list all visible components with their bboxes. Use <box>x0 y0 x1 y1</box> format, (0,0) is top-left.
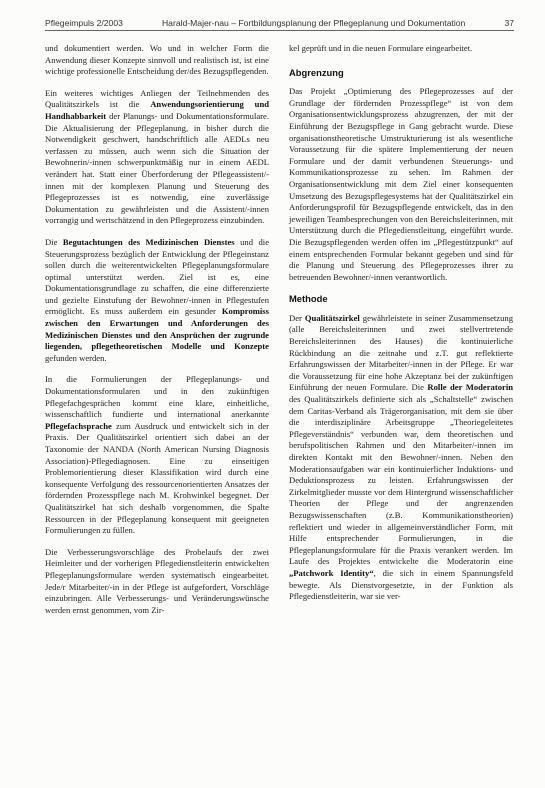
paragraph: Die Verbesserungsvorschläge des Probelaufs der zwei Heimleiter und der vorherigen Pflegedienstleiterin entwickelten Pflegeplanungsformulare werden systematisch eingearbeitet. Jede/r Mitarbeiter/-in in der Pflege ist aufgefordert, Vorschläge einzubringen. Alle Verbesserungs- und Veränderungswünsche werden ernst genommen, vom Zir- <box>45 546 269 615</box>
paragraph-text: In die Formulierungen der Pflegeplanungs- und Dokumentationsformularen und in den zukünftigen Pflegefachgesprächen kommt eine klare, einheitliche, wissenschaftlich fundierte und international anerkannte <box>45 374 269 420</box>
paragraph <box>289 313 513 603</box>
paragraph: und dokumentiert werden. Wo und in welcher Form die Anwendung dieser Konzepte sinnvoll und realistisch ist, ist eine wichtige professionelle Entscheidung der/des Bezugspflegenden. <box>45 43 269 77</box>
paragraph-text: und die Steuerungsprozess bezüglich der Entwicklung der Pflegeinstanz sollen durch die weiterentwickelten Pflegeplanungsformulare optimal unterstützt werden. Ziel ist es, eine Dokumentationsgrundlage zu schaffen, die eine differenzierte und gezielte Einstufung der Bewohner/-innen in Pflegestufen ermöglicht. Es muss außerdem ein gesunder <box>45 236 270 317</box>
emphasis-text: Qualitätszirkel <box>304 312 360 323</box>
emphasis-text: Begutachtungen des Medizinischen Dienstes <box>62 236 235 247</box>
emphasis-text: Pflegefachsprache <box>45 420 112 431</box>
right-column <box>289 43 513 626</box>
paragraph-text: gefunden werden. <box>45 352 107 363</box>
left-column <box>45 43 269 626</box>
paragraph <box>45 237 269 365</box>
paragraph <box>45 374 269 536</box>
journal-issue: Pflegeimpuls 2/2003 <box>45 18 123 28</box>
paragraph: kel geprüft und in die neuen Formulare eingearbeitet. <box>289 43 473 53</box>
running-header <box>45 18 514 31</box>
section-heading: Methode <box>289 293 328 305</box>
section-heading: Abgrenzung <box>289 66 344 78</box>
emphasis-text: Rolle der Moderatorin <box>427 382 513 393</box>
page-number: 37 <box>504 18 514 28</box>
paragraph-text: Ein weiteres wichtiges Anliegen der Teilnehmenden des Qualitätszirkels ist die <box>45 87 269 110</box>
paragraph-text: Der <box>289 312 305 323</box>
paragraph <box>45 88 269 227</box>
paragraph-text: , die sich in einem Spannungsfeld bewegte. Als Dienstvorgesetzte, in der Funktion als Pflegedienstleiterin, war sie ver- <box>289 567 513 602</box>
paragraph-text: zum Ausdruck und entwickelt sich in der Praxis. Der Qualitätszirkel orientiert sich dabei an der Taxonomie der NANDA (North American Nursing Diagnosis Association)-Pflegediagnosen. Eine zu einseitigen Problemorientierung dieser Klassifikation wird durch eine konsequente Verfolgung des ressourcenorientierten Ansatzes der fördernden Prozesspflege nach M. Krohwinkel begegnet. Der Qualitätszirkel hat sich deshalb vorgenommen, die Spalte Ressourcen in der Pflegeplanung konsequent mit geeigneten Formulierungen zu füllen. <box>45 420 269 536</box>
two-column-body <box>45 43 514 626</box>
emphasis-text: Kompromiss zwischen den Erwartungen und Anforderungen des Medizinischen Dienstes und den Ansprüchen der zugrunde liegenden, pflegetheoretischen Modelle und Konzepte <box>45 306 269 352</box>
paragraph-text: des Qualitätszirkels definierte sich als „Schaltstelle“ zwischen dem Caritas-Verband als Trägerorganisation, mit dem sie über die interdisziplinäre Arbeitsgruppe „Theoriegeleitetes Pflegeverständnis“ verbunden war, dem theoretischen und berufspolitischen Rahmen und den Mitarbeiter/-innen im direkten Kontakt mit den Bewohner/-innen. Neben den Moderationsaufgaben war ein kontinuierlicher Induktions- und Deduktionsprozess zu leisten. Erfahrungswissen der Zirkelmitglieder musste vor dem Hintergrund wissenschaftlicher Theorien der Pflege und der angrenzenden Bezugswissenschaften (z.B. Kommunikationstheorien) reflektiert und wieder in allgemeinverständlicher Form, mit Hilfe entsprechender Formulierungen, in die Pflegeplanungsformulare für die Praxis verankert werden. Im Laufe des Projektes entwickelte die Moderatorin eine <box>289 394 513 567</box>
paragraph: Das Projekt „Optimierung des Pflegeprozesses auf der Grundlage der fördernden Prozesspflege“ ist von dem Organisationsentwicklungsprozess abzugrenzen, der mit der Einführung der Bezugspflege in Gang gebracht wurde. Diese organisationstheoretische Umstrukturierung ist als wesentliche Voraussetzung für die spätere Implementierung der neuen Formulare und der damit verbundenen Steuerungs- und Kommunikationsprozesse zu sehen. Im Rahmen der Organisationsentwicklung mit dem Ziel einer konsequenten Umsetzung des Bezugspflegesystems hat der Qualitätszirkel ein Anforderungsprofil für Bezugspflegende entwickelt, das in den jeweiligen Teambesprechungen von den Bereichsleiterinnen, mit Unterstützung durch die Pflegedienstleitung, eingeführt wurde. Die Bezugspflegenden werden offen im „Pflegestützpunkt“ auf einem entsprechenden Formular bekannt gegeben und sind für die Planung und Steuerung des Pflegeprozesses ihrer zu betreuenden Bewohner/-innen verantwortlich. <box>289 86 513 282</box>
paragraph-text: gewährleistete in seiner Zusammensetzung (alle Bereichsleiterinnen und zwei stellvertretende Bereichsleiterinnen des Hauses) die kontinuierliche Rückbindung an die zeitnahe und z.T. gut reflektierte Erfahrungswissen der Mitarbeiter/-innen in der Pflege. Er war die Voraussetzung für eine hohe Akzeptanz bei der zukünftigen Einführung der neuen Formulare. Die <box>289 312 513 393</box>
paragraph-text: der Planungs- und Dokumentationsformulare. Die Aktualisierung der Pflegeplanung, in bisher durch die Notwendigkeit geschwert, handschriftlich alle AEDLs neu verfassen zu müssen, auch wenn sich die Situation der Bewohnerin/-innen schwerpunktmäßig nur in einem AEDL verändert hat. Statt einer Überforderung der Pflegeassistent/-innen mit der komplexen Planung und Steuerung des Pflegeprozesses ist es notwendig, eine zuverlässige Dokumentation zu gewährleisten und die Assistent/-innen vorrangig und wertschätzend in den Pflegeprozess einzubinden. <box>45 110 269 226</box>
emphasis-text: „Patchwork Identity“ <box>289 567 374 578</box>
emphasis-text: Anwendungsorientierung und Handhabbarkeit <box>45 99 270 121</box>
paragraph-text: Die <box>45 236 63 247</box>
article-running-title: Harald-Majer-nau – Fortbildungsplanung der Pflegeplanung und Dokumentation <box>161 18 466 28</box>
